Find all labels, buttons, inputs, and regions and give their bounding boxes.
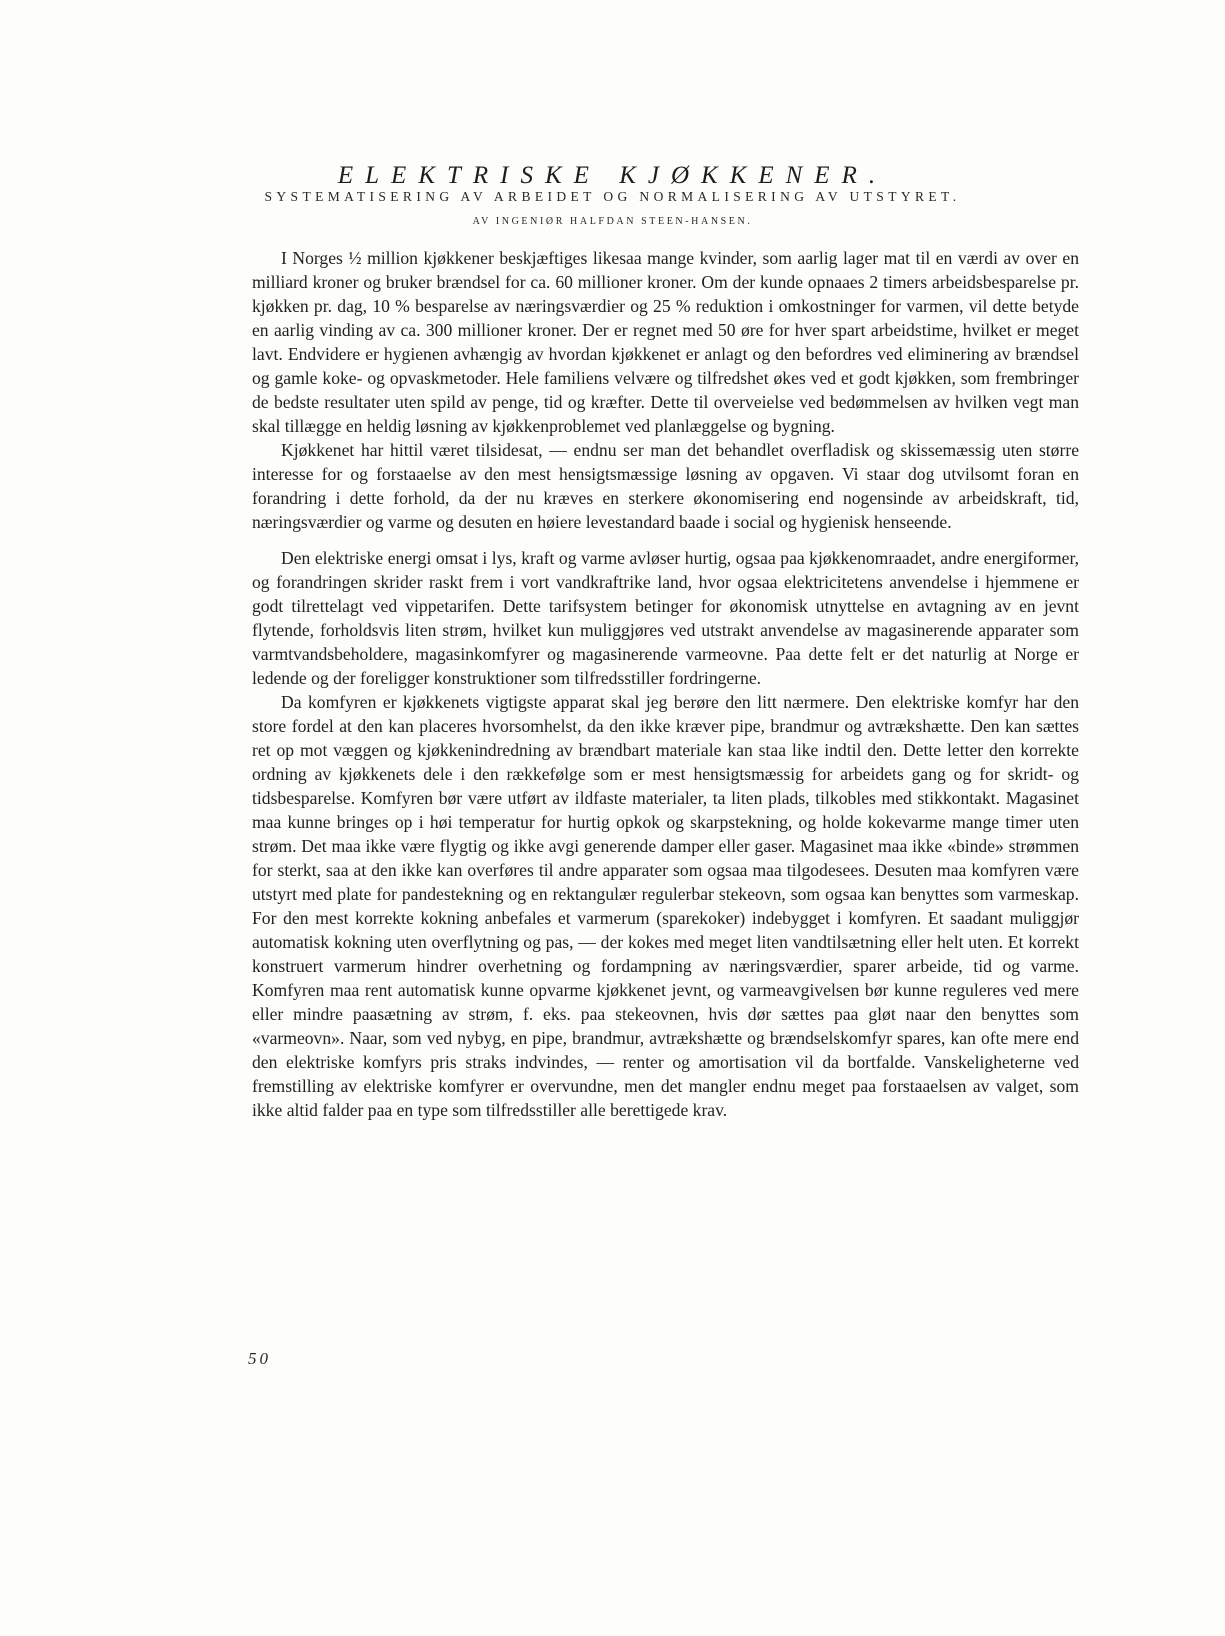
article-subtitle: SYSTEMATISERING AV ARBEIDET OG NORMALISERING AV UTSTYRET.: [264, 189, 961, 204]
paragraph-4: Da komfyren er kjøkkenets vigtigste apparat skal jeg berøre den litt nærmere. Den elektriske komfyr har den store fordel at den kan placeres hvorsomhelst, da den ikke kræver pipe, brandmur og avtrækshætte. Den kan sættes ret op mot væggen og kjøkkenindredning av brændbart materiale kan staa like indtil den. Dette letter den korrekte ordning av kjøkkenets dele i den rækkefølge som er mest hensigtsmæssig for arbeidets gang og for skridt- og tidsbesparelse. Komfyren bør være utført av ildfaste materialer, ta liten plads, tilkobles med stikkontakt. Magasinet maa kunne bringes op i høi temperatur for hurtig opkok og skarpstekning, og holde kokevarme mange timer uten strøm. Det maa ikke være flygtig og ikke avgi generende damper eller gaser. Magasinet maa ikke «binde» strømmen for sterkt, saa at den ikke kan overføres til andre apparater som ogsaa maa tilgodesees. Desuten maa komfyren være utstyrt med plate for pandestekning og en rektangulær regulerbar stekeovn, som ogsaa kan benyttes som varmeskap. For den mest korrekte kokning anbefales et varmerum (sparekoker) indebygget i komfyren. Et saadant muliggjør automatisk kokning uten overflytning og pas, — der kokes med meget liten vandtilsætning eller helt uten. Et korrekt konstruert varmerum hindrer overhetning og fordampning av næringsværdier, sparer arbeide, tid og varme. Komfyren maa rent automatisk kunne opvarme kjøkkenet jevnt, og varmeavgivelsen bør kunne reguleres ved mere eller mindre paasætning av strøm, f. eks. paa stekeovnen, hvis dør sættes paa gløt naar den benyttes som «varmeovn». Naar, som ved nybyg, en pipe, brandmur, avtrækshætte og brændselskomfyr spares, kan ofte mere end den elektriske komfyrs pris straks indvindes, — renter og amortisation vil da bortfalde. Vanskeligheterne ved fremstilling av elektriske komfyrer er overvundne, men det mangler endnu meget paa forstaaelsen av valget, som ikke altid falder paa en type som tilfredsstiller alle berettigede krav.: [252, 692, 1079, 1120]
article-body: [252, 246, 1079, 1122]
paragraph-1: I Norges ½ million kjøkkener beskjæftiges likesaa mange kvinder, som aarlig lager mat til en værdi av over en milliard kroner og bruker brændsel for ca. 60 millioner kroner. Om der kunde opnaaes 2 timers arbeidsbesparelse pr. kjøkken pr. dag, 10 % besparelse av næringsværdier og 25 % reduktion i omkostninger for varmen, vil dette betyde en aarlig vinding av ca. 300 millioner kroner. Der er regnet med 50 øre for hver spart arbeidstime, hvilket er meget lavt. Endvidere er hygienen avhængig av hvordan kjøkkenet er anlagt og den befordres ved eliminering av brændsel og gamle koke- og opvaskmetoder. Hele familiens velvære og tilfredshet økes ved et godt kjøkken, som frembringer de bedste resultater uten spild av penge, tid og kræfter. Dette til overveielse ved bedømmelsen av hvilken vegt man skal tillægge en heldig løsning av kjøkkenproblemet ved planlæggelse og bygning.: [252, 248, 1079, 436]
article-byline: AV INGENIØR HALFDAN STEEN-HANSEN.: [472, 216, 753, 227]
page-number: 50: [248, 1349, 271, 1368]
paragraph-2: Kjøkkenet har hittil været tilsidesat, — endnu ser man det behandlet overfladisk og skissemæssig uten større interesse for og forstaaelse av den mest hensigtsmæssige løsning av opgaven. Vi staar dog utvilsomt foran en forandring i dette forhold, da der nu kræves en sterkere økonomisering end nogensinde av arbeidskraft, tid, næringsværdier og varme og desuten en høiere levestandard baade i social og hygienisk henseende.: [252, 440, 1079, 532]
paragraph-3: Den elektriske energi omsat i lys, kraft og varme avløser hurtig, ogsaa paa kjøkkenomraadet, andre energiformer, og forandringen skrider raskt frem i vort vandkraftrike land, hvor ogsaa elektricitetens anvendelse i hjemmene er godt tilrettelagt ved vippetarifen. Dette tarifsystem betinger for økonomisk utnyttelse en avtagning av en jevnt flytende, forholdsvis liten strøm, hvilket kun muliggjøres ved utstrakt anvendelse av magasinerende apparater som varmtvandsbeholdere, magasinkomfyrer og magasinerende varmeovne. Paa dette felt er det naturlig at Norge er ledende og der foreligger konstruktioner som tilfredsstiller fordringerne.: [252, 548, 1079, 688]
article-title: ELEKTRISKE KJØKKENER.: [337, 162, 888, 189]
